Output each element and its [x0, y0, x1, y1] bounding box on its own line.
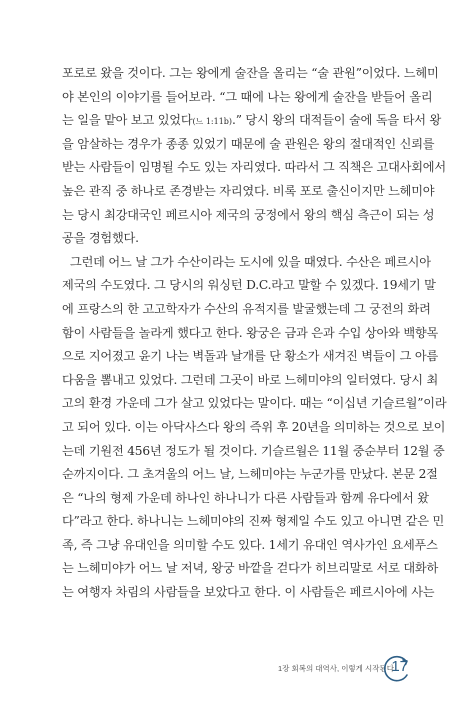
text-line: 제국의 수도였다. 그 당시의 워싱턴 D.C.라고 말할 수 있겠다. 19세기 말 [62, 278, 436, 293]
text-line: 는 당시 최강대국인 페르시아 제국의 궁정에서 왕의 핵심 측근이 되는 성 [62, 207, 435, 222]
text-line: 함이 사람들을 놀라게 했다고 한다. 왕궁은 금과 은과 수입 상아와 백향목 [62, 325, 439, 340]
text-line: 다움을 뽐내고 있었다. 그런데 그곳이 바로 느헤미야의 일터였다. 당시 최 [62, 372, 439, 387]
paragraph-start-line: 그런데 어느 날 그가 수산이라는 도시에 있을 때였다. 수산은 페르시아 [70, 254, 431, 269]
text-segment: 는 일을 맡아 보고 있었다 [62, 113, 193, 128]
text-line-with-citation [62, 109, 442, 133]
text-line: 순까지이다. 그 초겨울의 어느 날, 느헤미야는 누군가를 만났다. 본문 2절 [62, 467, 438, 482]
scripture-citation: (느 1:11b) [192, 117, 233, 127]
chapter-title: 1장 회복의 대역사, 이렇게 시작된다 [277, 664, 394, 673]
text-line: 공을 경험했다. [62, 231, 139, 246]
text-line: 을 암살하는 경우가 종종 있었기 때문에 술 관원은 왕의 절대적인 신뢰를 [62, 136, 435, 151]
body-text [62, 62, 447, 605]
text-line: 은 “나의 형제 가운데 하나인 하나니가 다른 사람들과 함께 유다에서 왔 [62, 490, 429, 505]
text-line: 포로로 왔을 것이다. 그는 왕에게 술잔을 올리는 “술 관원”이었다. 느헤미 [62, 66, 439, 80]
page-number: 17 [391, 658, 408, 675]
text-line: 다”라고 한다. 하나니는 느헤미야의 진짜 형제일 수도 있고 아니면 같은 민 [62, 514, 445, 529]
text-line: 는 여행자 차림의 사람들을 보았다고 한다. 이 사람들은 페르시아에 사는 [62, 585, 435, 600]
text-segment: .” 당시 왕의 대적들이 술에 독을 타서 왕 [232, 113, 442, 128]
page-footer [0, 652, 470, 688]
text-line: 고 되어 있다. 이는 아닥사스다 왕의 즉위 후 20년을 의미하는 것으로 보이 [62, 419, 446, 434]
text-line: 고의 환경 가운데 그가 살고 있었다는 말이다. 때는 “이십년 기슬르월”이라 [62, 396, 447, 411]
text-line: 족, 즉 그냥 유대인을 의미할 수도 있다. 1세기 유대인 역사가인 요세푸스 [62, 537, 438, 552]
text-line: 는데 기원전 456년 정도가 될 것이다. 기슬르월은 11월 중순부터 12월 중 [62, 443, 445, 458]
text-line: 는 느헤미야가 어느 날 저녁, 왕궁 바깥을 걷다가 히브리말로 서로 대화하 [62, 561, 439, 576]
text-line: 높은 관직 중 하나로 존경받는 자리였다. 비록 포로 출신이지만 느헤미야 [62, 183, 435, 198]
text-line: 야 본인의 이야기를 들어보라. “그 때에 나는 왕에게 술잔을 받들어 올리 [62, 89, 433, 104]
text-line: 받는 사람들이 임명될 수도 있는 자리였다. 따라서 그 직책은 고대사회에서 [62, 160, 446, 175]
text-line: 에 프랑스의 한 고고학자가 수산의 유적지를 발굴했는데 그 궁전의 화려 [62, 301, 431, 316]
text-line: 으로 지어졌고 윤기 나는 벽돌과 날개를 단 황소가 새겨진 벽들이 그 아름 [62, 349, 439, 364]
